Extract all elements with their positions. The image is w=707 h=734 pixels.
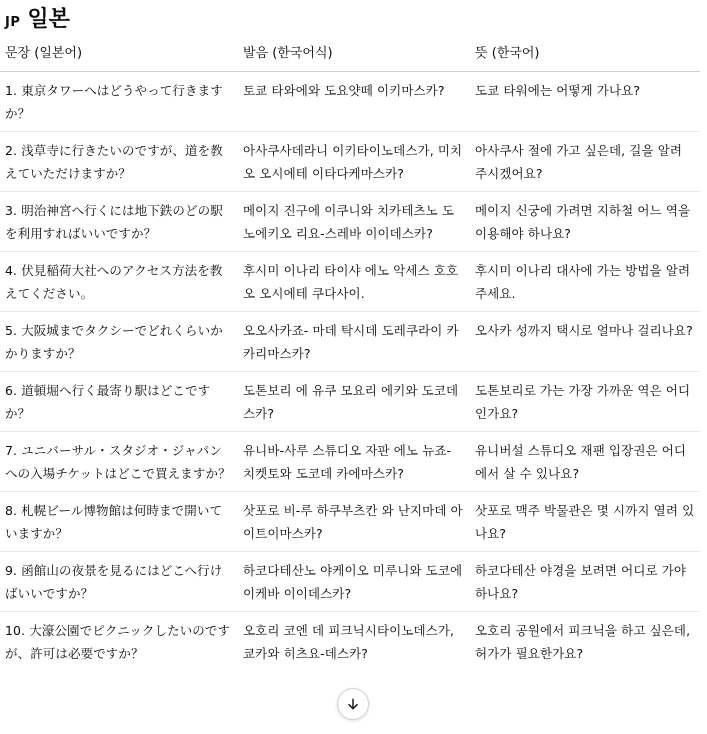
japan-flag-label: JP <box>5 15 21 30</box>
sentence-cell: 10. 大濠公園でピクニックしたいのですが、許可は必要ですか？ <box>5 623 231 661</box>
pronunciation-cell: 오오사카죠- 마데 탁시데 도레쿠라이 카카리마스카? <box>238 312 470 372</box>
meaning-cell: 도톤보리로 가는 가장 가까운 역은 어디인가요? <box>470 372 700 432</box>
meaning-cell: 하코다테산 야경을 보려면 어디로 가야 하나요? <box>470 552 700 612</box>
meaning-cell: 오사카 성까지 택시로 얼마나 걸리나요? <box>470 312 700 372</box>
sentence-cell: 6. 道頓堀へ行く最寄り駅はどこですか？ <box>0 372 238 432</box>
sentence-cell: 8. 札幌ビール博物館は何時まで開いていますか？ <box>0 492 238 552</box>
sentence-cell: 2. 浅草寺に行きたいのですが、道を教えていただけますか？ <box>0 132 238 192</box>
table-row <box>0 492 700 552</box>
pronunciation-cell: 아사쿠사데라니 이키타이노데스가, 미치오 오시에테 이타다케마스카? <box>238 132 470 192</box>
section-title: 일본 <box>27 7 70 32</box>
column-header-sentence: 문장 (일본어) <box>0 37 238 72</box>
pronunciation-cell: 도톤보리 에 유쿠 모요리 에키와 도코데스카? <box>238 372 470 432</box>
section-heading <box>5 2 70 30</box>
pronunciation-cell: 하코다테산노 야케이오 미루니와 도코에 이케바 이이데스카? <box>238 552 470 612</box>
pronunciation-cell: 후시미 이나리 타이샤 에노 악세스 호호오 오시에테 쿠다사이. <box>238 252 470 312</box>
pronunciation-cell: 삿포로 비-루 하쿠부츠칸 와 난지마데 아이트이마스카? <box>238 492 470 552</box>
table-row <box>0 372 700 432</box>
table-row <box>0 432 700 492</box>
table-row <box>0 132 700 192</box>
pronunciation-cell: 토쿄 타와에와 도요얏떼 이키마스카? <box>238 72 470 132</box>
sentence-cell: 5. 大阪城までタクシーでどれくらいかかりますか？ <box>0 312 238 372</box>
pronunciation-cell: 메이지 진구에 이쿠니와 치카테츠노 도노에키오 리요-스레바 이이데스카? <box>238 192 470 252</box>
phrase-table <box>0 37 700 671</box>
sentence-cell: 7. ユニバーサル・スタジオ・ジャパンへの入場チケットはどこで買えますか？ <box>0 432 238 492</box>
sentence-cell: 3. 明治神宮へ行くには地下鉄のどの駅を利用すればいいですか？ <box>0 192 238 252</box>
meaning-cell: 유니버설 스튜디오 재팬 입장권은 어디에서 살 수 있나요? <box>470 432 700 492</box>
sentence-cell: 4. 伏見稲荷大社へのアクセス方法を教えてください。 <box>0 252 238 312</box>
column-header-meaning: 뜻 (한국어) <box>470 37 700 72</box>
table-row <box>0 612 700 672</box>
sentence-cell: 1. 東京タワーへはどうやって行きますか？ <box>0 72 238 132</box>
scroll-down-button[interactable] <box>337 688 369 720</box>
column-header-pronunciation: 발음 (한국어식) <box>238 37 470 72</box>
arrow-down-icon <box>346 697 360 711</box>
table-row <box>0 72 700 132</box>
table-header-row <box>0 37 700 72</box>
meaning-cell: 오호리 공원에서 피크닉을 하고 싶은데, 허가가 필요한가요? <box>475 623 691 661</box>
table-row <box>0 252 700 312</box>
meaning-cell: 후시미 이나리 대사에 가는 방법을 알려 주세요. <box>470 252 700 312</box>
meaning-cell: 도쿄 타워에는 어떻게 가나요? <box>470 72 700 132</box>
pronunciation-cell: 유니바-사루 스튜디오 자판 에노 뉴죠- 치켓토와 도코데 카에마스카? <box>238 432 470 492</box>
sentence-cell: 9. 函館山の夜景を見るにはどこへ行けばいいですか？ <box>0 552 238 612</box>
meaning-cell: 삿포로 맥주 박물관은 몇 시까지 열려 있나요? <box>470 492 700 552</box>
meaning-cell: 메이지 신궁에 가려면 지하철 어느 역을 이용해야 하나요? <box>470 192 700 252</box>
pronunciation-cell: 오호리 코엔 데 피크닉시타이노데스가, 쿄카와 히츠요-데스카? <box>243 623 455 661</box>
table-row <box>0 312 700 372</box>
table-row <box>0 192 700 252</box>
table-row <box>0 552 700 612</box>
meaning-cell: 아사쿠사 절에 가고 싶은데, 길을 알려 주시겠어요? <box>470 132 700 192</box>
